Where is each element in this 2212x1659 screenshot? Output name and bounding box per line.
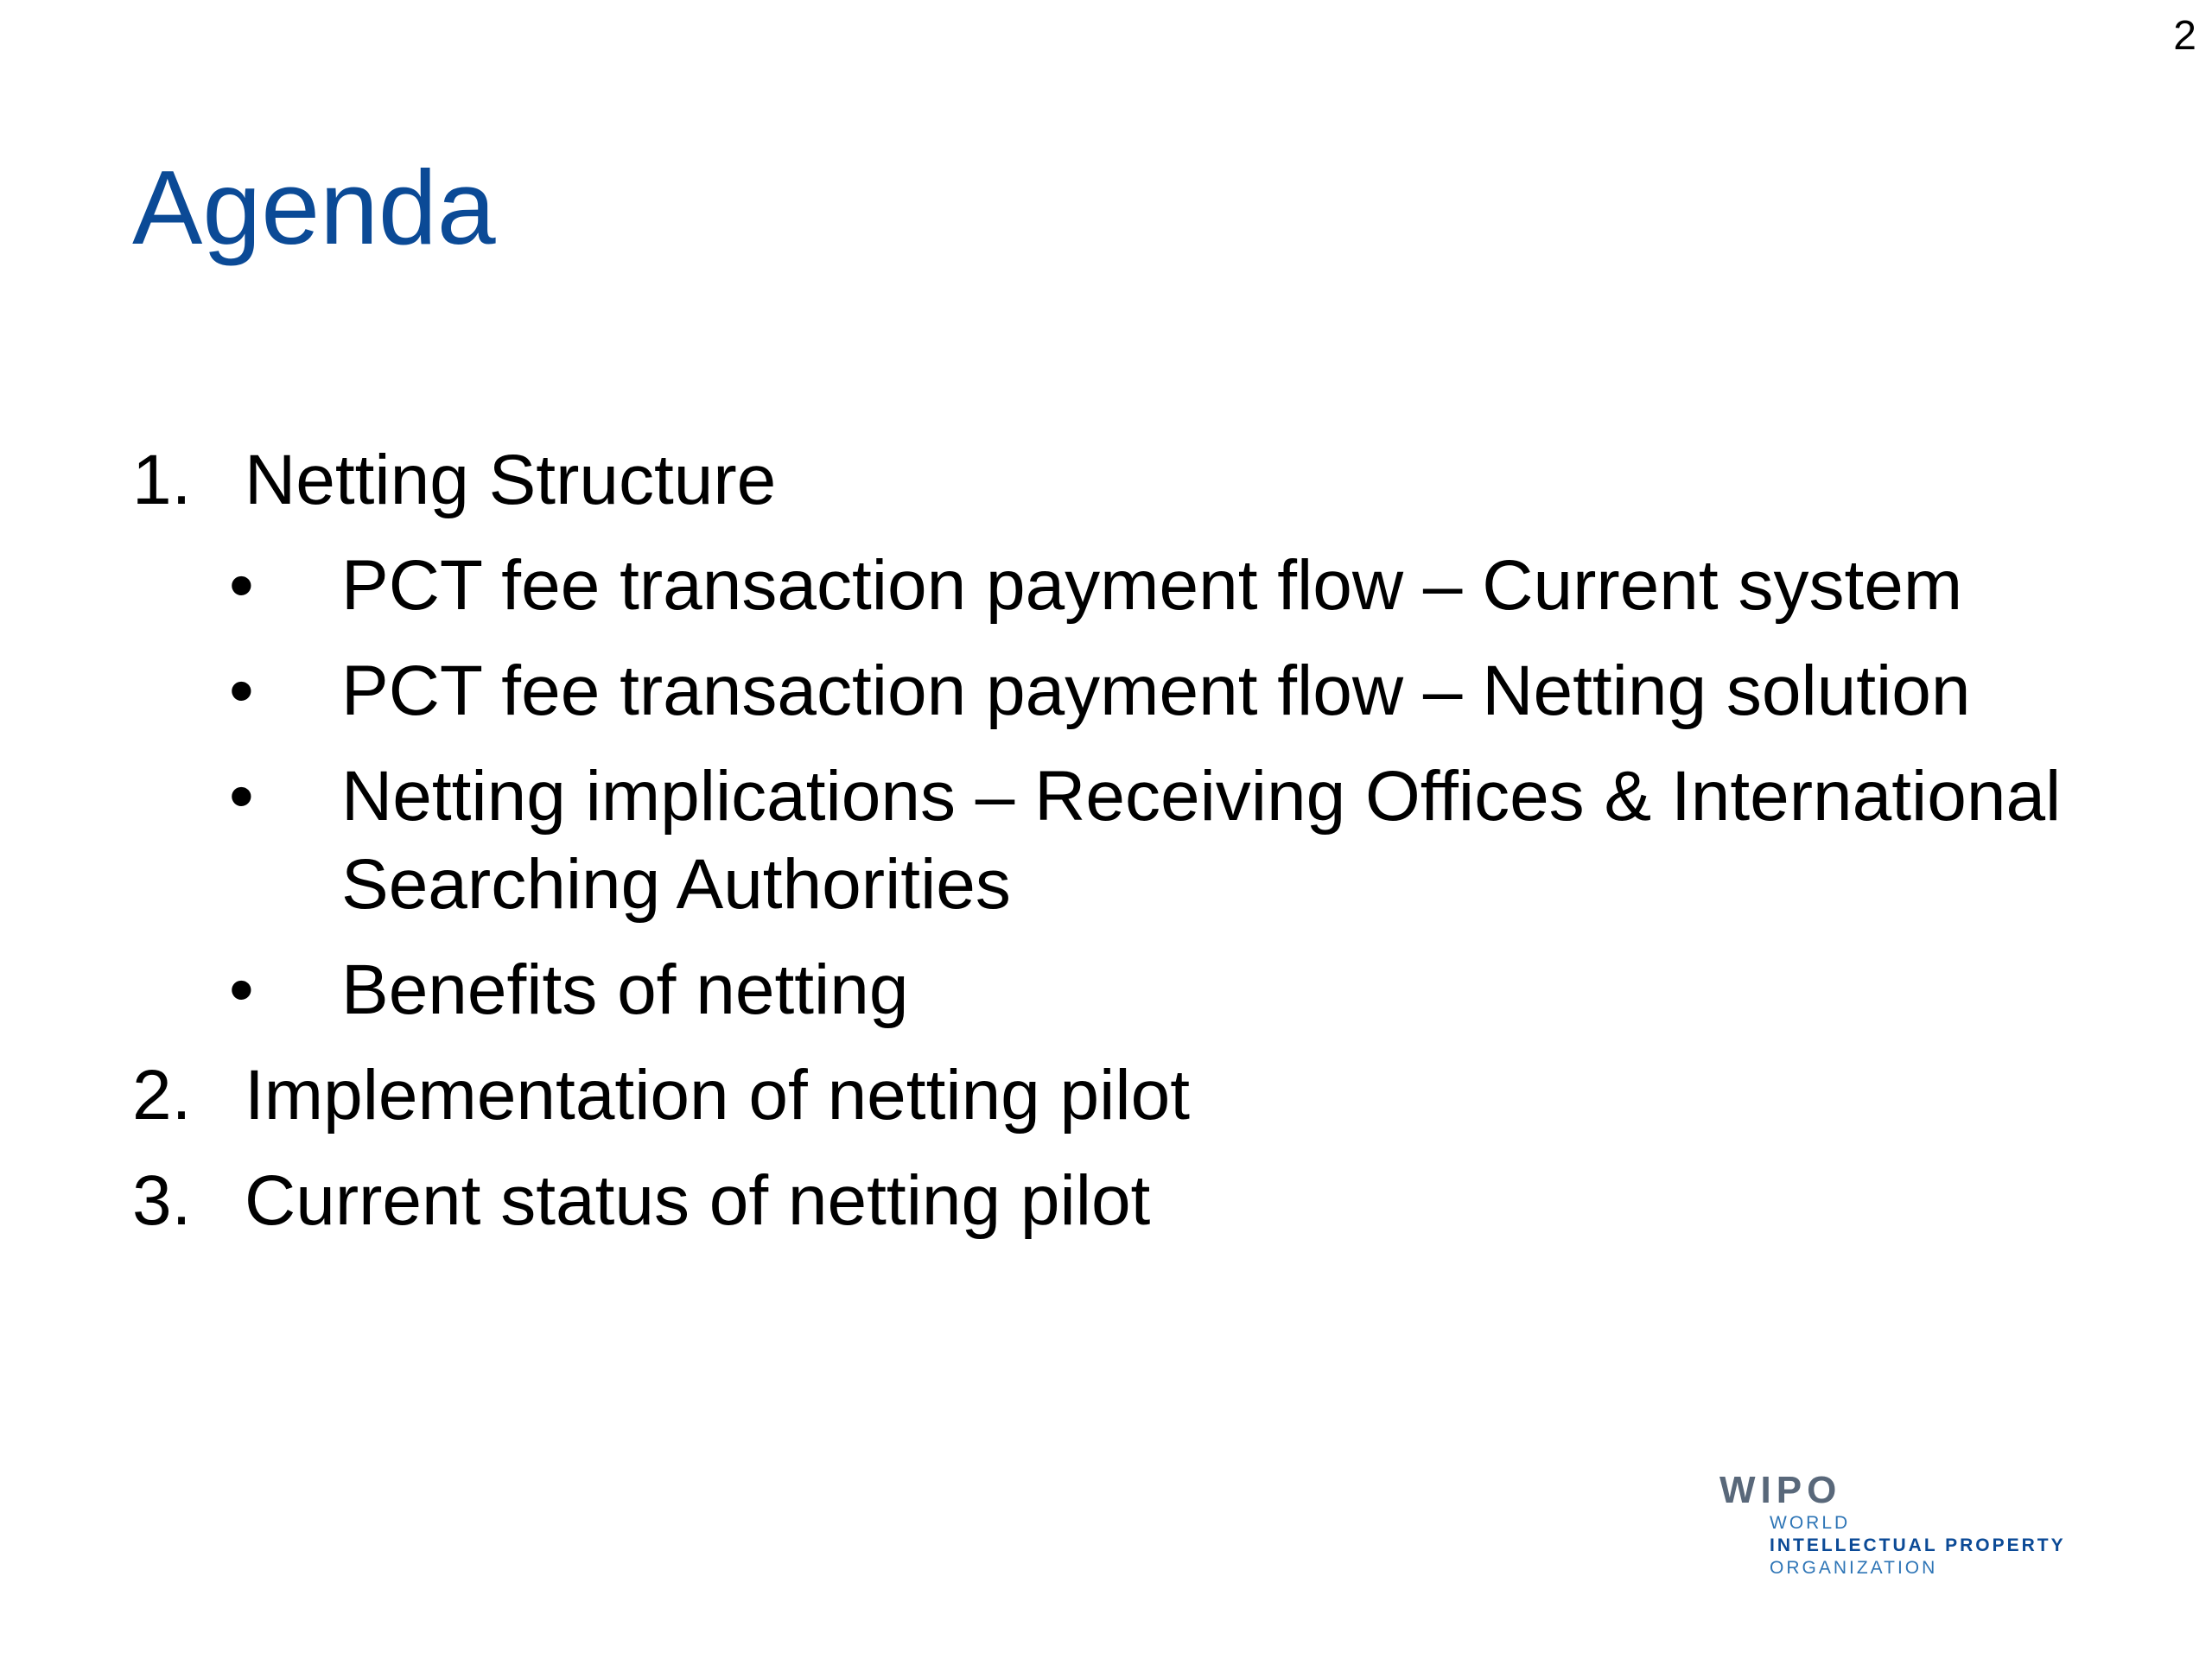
list-number: 2. [132, 1056, 192, 1135]
logo-line-world: WORLD [1770, 1513, 1851, 1533]
agenda-subitem-current-system [132, 542, 2120, 630]
agenda-item-text: Current status of netting pilot [245, 1161, 1151, 1240]
logo-line-intellectual-property: INTELLECTUAL PROPERTY [1770, 1535, 2066, 1555]
agenda-subitem-benefits [132, 946, 2120, 1034]
bullet-icon: • [229, 652, 254, 730]
bullet-icon: • [229, 950, 254, 1029]
agenda-item-netting-structure [132, 436, 2120, 524]
agenda-subitem-text: PCT fee transaction payment flow – Current system [341, 546, 1963, 625]
logo-line-organization: ORGANIZATION [1770, 1558, 1938, 1578]
agenda-item-text: Implementation of netting pilot [245, 1056, 1190, 1135]
list-number: 3. [132, 1161, 192, 1240]
bullet-icon: • [229, 757, 254, 836]
wipo-logo [1719, 1469, 2117, 1590]
slide-title: Agenda [132, 149, 496, 266]
agenda-subitem-netting-implications [132, 753, 2120, 929]
agenda-subitem-netting-solution [132, 647, 2120, 735]
agenda-subitem-text: Netting implications – Receiving Offices & International Searching Authorities [341, 757, 2062, 924]
logo-acronym: WIPO [1719, 1469, 1842, 1511]
agenda-subitem-text: Benefits of netting [341, 950, 909, 1029]
bullet-icon: • [229, 546, 254, 625]
agenda-item-current-status [132, 1157, 2120, 1245]
agenda-subitem-text: PCT fee transaction payment flow – Netting solution [341, 652, 1971, 730]
agenda-item-text: Netting Structure [245, 441, 777, 519]
list-number: 1. [132, 441, 192, 519]
page-number: 2 [2173, 13, 2196, 59]
agenda-item-implementation [132, 1052, 2120, 1140]
agenda-list [132, 436, 2120, 1262]
